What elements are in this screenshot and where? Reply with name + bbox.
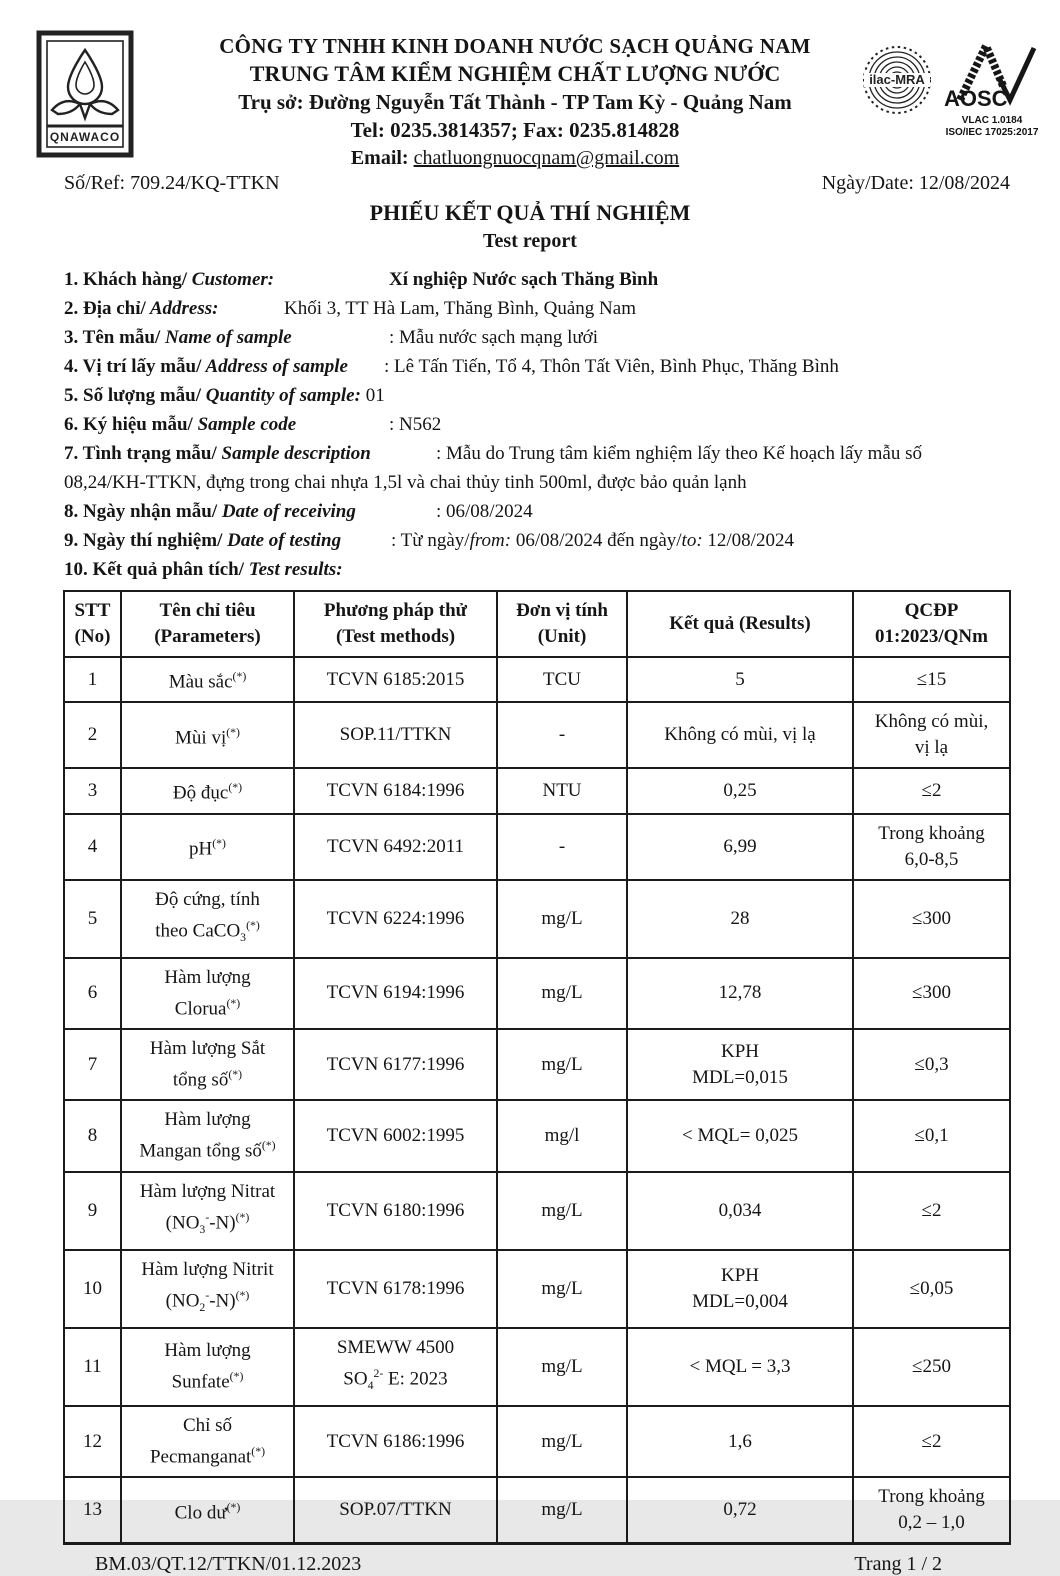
table-row	[64, 1328, 1010, 1406]
limit: ≤0,1	[853, 1100, 1010, 1171]
info-line-1	[64, 265, 1008, 294]
title-block	[0, 199, 1060, 255]
accreditation-logos	[862, 38, 1038, 139]
row-no: 2	[64, 702, 121, 768]
row-no: 12	[64, 1406, 121, 1477]
table-row	[64, 958, 1010, 1029]
aosc-vlac-text: VLAC 1.0184	[961, 115, 1023, 126]
result: 0,25	[627, 768, 853, 813]
table-row	[64, 1029, 1010, 1100]
unit: mg/L	[497, 880, 627, 958]
email-line	[165, 144, 865, 172]
row-no: 4	[64, 814, 121, 880]
info-line-5	[64, 381, 1008, 410]
info-value: : Mẫu nước sạch mạng lưới	[389, 327, 599, 348]
info-value: : N562	[389, 414, 442, 435]
info-line-4	[64, 352, 1008, 381]
report-date: Ngày/Date: 12/08/2024	[821, 172, 1010, 194]
info-label: 8. Ngày nhận mẫu/ Date of receiving	[64, 501, 356, 522]
row-no: 10	[64, 1250, 121, 1328]
limit: ≤15	[853, 657, 1010, 702]
footer-form-code: BM.03/QT.12/TTKN/01.12.2023	[95, 1553, 362, 1576]
info-label: 7. Tình trạng mẫu/ Sample description	[64, 443, 371, 464]
param-name: Màu sắc(*)	[121, 657, 294, 702]
unit: NTU	[497, 768, 627, 813]
row-no: 6	[64, 958, 121, 1029]
param-name: pH(*)	[121, 814, 294, 880]
unit: mg/L	[497, 1250, 627, 1328]
unit: TCU	[497, 657, 627, 702]
info-label: 9. Ngày thí nghiệm/ Date of testing	[64, 530, 342, 551]
info-line-6	[64, 410, 1008, 439]
limit: ≤300	[853, 958, 1010, 1029]
table-row	[64, 1172, 1010, 1250]
param-name: Độ đục(*)	[121, 768, 294, 813]
row-no: 11	[64, 1328, 121, 1406]
result: 0,034	[627, 1172, 853, 1250]
test-method: TCVN 6185:2015	[294, 657, 497, 702]
qnawaco-logo	[36, 30, 134, 163]
test-method: TCVN 6186:1996	[294, 1406, 497, 1477]
unit: -	[497, 702, 627, 768]
limit: ≤250	[853, 1328, 1010, 1406]
test-method: TCVN 6177:1996	[294, 1029, 497, 1100]
report-title-en: Test report	[483, 230, 577, 252]
param-name: Độ cứng, tính theo CaCO$_3$(*)	[121, 880, 294, 958]
result: 5	[627, 657, 853, 702]
param-name: Hàm lượng Nitrit $(NO_2^--N)^{(*)}$	[121, 1250, 294, 1328]
unit: mg/l	[497, 1100, 627, 1171]
table-row	[64, 1100, 1010, 1171]
result: KPH MDL=0,004	[627, 1250, 853, 1328]
info-label: 5. Số lượng mẫu/ Quantity of sample:	[64, 385, 361, 406]
tel-fax: Tel: 0235.3814357; Fax: 0235.814828	[350, 118, 680, 142]
result: 6,99	[627, 814, 853, 880]
test-method: TCVN 6224:1996	[294, 880, 497, 958]
test-method: TCVN 6178:1996	[294, 1250, 497, 1328]
info-line-7	[64, 439, 1008, 497]
aosc-logo	[942, 38, 1042, 139]
unit: -	[497, 814, 627, 880]
limit: ≤2	[853, 1172, 1010, 1250]
test-method: SOP.11/TTKN	[294, 702, 497, 768]
sample-info-section	[0, 265, 1060, 584]
table-row	[64, 1406, 1010, 1477]
info-value: 01	[360, 385, 385, 406]
info-value: Khối 3, TT Hà Lam, Thăng Bình, Quảng Nam	[284, 298, 636, 319]
table-header-cell-2: Tên chỉ tiêu (Parameters)	[121, 591, 294, 657]
param-name: Hàm lượng Sắt tổng số(*)	[121, 1029, 294, 1100]
table-row	[64, 880, 1010, 958]
results-table	[63, 590, 1011, 1545]
info-value: Xí nghiệp Nước sạch Thăng Bình	[389, 269, 659, 290]
limit: ≤2	[853, 1406, 1010, 1477]
info-line-2	[64, 294, 1008, 323]
svg-text:QNAWACO: QNAWACO	[49, 130, 121, 144]
result: Không có mùi, vị lạ	[627, 702, 853, 768]
ilac-mra-logo	[862, 38, 932, 126]
limit: Trong khoảng 6,0-8,5	[853, 814, 1010, 880]
info-label: 2. Địa chỉ/ Address:	[64, 298, 219, 319]
limit: ≤0,3	[853, 1029, 1010, 1100]
letterhead	[0, 0, 1060, 168]
report-title-vi: PHIẾU KẾT QUẢ THÍ NGHIỆM	[369, 200, 691, 225]
table-row	[64, 768, 1010, 813]
result: < MQL = 3,3	[627, 1328, 853, 1406]
ref-date-line	[0, 172, 1060, 195]
result: 28	[627, 880, 853, 958]
row-no: 7	[64, 1029, 121, 1100]
water-drop-icon	[68, 50, 102, 104]
info-label: 6. Ký hiệu mẫu/ Sample code	[64, 414, 297, 435]
test-method: SMEWW 4500 $SO_4^{2-}$ E: 2023	[294, 1328, 497, 1406]
table-row	[64, 814, 1010, 880]
param-name: Hàm lượng Clorua(*)	[121, 958, 294, 1029]
info-label: 3. Tên mẫu/ Name of sample	[64, 327, 292, 348]
info-line-9	[64, 526, 1008, 555]
ref-number: Số/Ref: 709.24/KQ-TTKN	[64, 172, 280, 194]
row-no: 8	[64, 1100, 121, 1171]
param-name: Hàm lượng Nitrat $(NO_3^--N)^{(*)}$	[121, 1172, 294, 1250]
info-label: 1. Khách hàng/ Customer:	[64, 269, 275, 290]
result: 0,72	[627, 1477, 853, 1544]
param-name: Clo dư(*)	[121, 1477, 294, 1544]
company-name: CÔNG TY TNHH KINH DOANH NƯỚC SẠCH QUẢNG NAM	[219, 34, 811, 58]
result: 12,78	[627, 958, 853, 1029]
table-row	[64, 657, 1010, 702]
limit: ≤0,05	[853, 1250, 1010, 1328]
table-header-cell-3: Phương pháp thử (Test methods)	[294, 591, 497, 657]
aosc-iso-text: ISO/IEC 17025:2017	[945, 127, 1039, 138]
letterhead-text	[165, 32, 865, 172]
info-value: : 06/08/2024	[436, 501, 533, 522]
table-row	[64, 1477, 1010, 1544]
table-row	[64, 702, 1010, 768]
test-method: TCVN 6492:2011	[294, 814, 497, 880]
unit: mg/L	[497, 1172, 627, 1250]
svg-text:AOSC: AOSC	[944, 86, 1008, 111]
limit: Trong khoảng 0,2 – 1,0	[853, 1477, 1010, 1544]
hq-address: Trụ sở: Đường Nguyễn Tất Thành - TP Tam Kỳ - Quảng Nam	[238, 90, 792, 114]
unit: mg/L	[497, 958, 627, 1029]
unit: mg/L	[497, 1406, 627, 1477]
table-row	[64, 1250, 1010, 1328]
table-header-cell-1: STT (No)	[64, 591, 121, 657]
row-no: 9	[64, 1172, 121, 1250]
info-value: : Mẫu do Trung tâm kiểm nghiệm lấy theo Kế hoạch lấy mẫu số 08,24/KH-TTKN, đựng trong chai nhựa 1,5l và chai thủy tinh 500ml, được bảo quản lạnh	[64, 443, 923, 493]
test-method: SOP.07/TTKN	[294, 1477, 497, 1544]
test-method: TCVN 6002:1995	[294, 1100, 497, 1171]
result: < MQL= 0,025	[627, 1100, 853, 1171]
row-no: 3	[64, 768, 121, 813]
info-line-8	[64, 497, 1008, 526]
param-name: Chỉ số Pecmanganat(*)	[121, 1406, 294, 1477]
table-header-cell-4: Đơn vị tính (Unit)	[497, 591, 627, 657]
footer-page-number: Trang 1 / 2	[854, 1553, 942, 1576]
info-label: 10. Kết quả phân tích/ Test results:	[64, 559, 343, 580]
table-header-cell-5: Kết quả (Results)	[627, 591, 853, 657]
param-name: Mùi vị(*)	[121, 702, 294, 768]
test-method: TCVN 6184:1996	[294, 768, 497, 813]
limit: ≤2	[853, 768, 1010, 813]
unit: mg/L	[497, 1029, 627, 1100]
test-method: TCVN 6180:1996	[294, 1172, 497, 1250]
info-line-3	[64, 323, 1008, 352]
page-footer	[0, 1553, 1060, 1576]
row-no: 1	[64, 657, 121, 702]
param-name: Hàm lượng Sunfate(*)	[121, 1328, 294, 1406]
result: KPH MDL=0,015	[627, 1029, 853, 1100]
table-header-cell-6: QCĐP 01:2023/QNm	[853, 591, 1010, 657]
unit: mg/L	[497, 1477, 627, 1544]
info-value: : Từ ngày/from: 06/08/2024 đến ngày/to: 12/08/2024	[391, 530, 794, 551]
row-no: 5	[64, 880, 121, 958]
param-name: Hàm lượng Mangan tổng số(*)	[121, 1100, 294, 1171]
row-no: 13	[64, 1477, 121, 1544]
info-value: : Lê Tấn Tiến, Tổ 4, Thôn Tất Viên, Bình Phục, Thăng Bình	[384, 356, 839, 377]
test-method: TCVN 6194:1996	[294, 958, 497, 1029]
email-address: chatluongnuocqnam@gmail.com	[413, 147, 680, 169]
center-name: TRUNG TÂM KIỂM NGHIỆM CHẤT LƯỢNG NƯỚC	[249, 61, 781, 86]
unit: mg/L	[497, 1328, 627, 1406]
result: 1,6	[627, 1406, 853, 1477]
limit: ≤300	[853, 880, 1010, 958]
svg-text:ilac-MRA: ilac-MRA	[869, 72, 925, 87]
limit: Không có mùi, vị lạ	[853, 702, 1010, 768]
info-label: 4. Vị trí lấy mẫu/ Address of sample	[64, 356, 348, 377]
info-line-10	[64, 555, 1008, 584]
email-label: Email:	[350, 147, 409, 169]
